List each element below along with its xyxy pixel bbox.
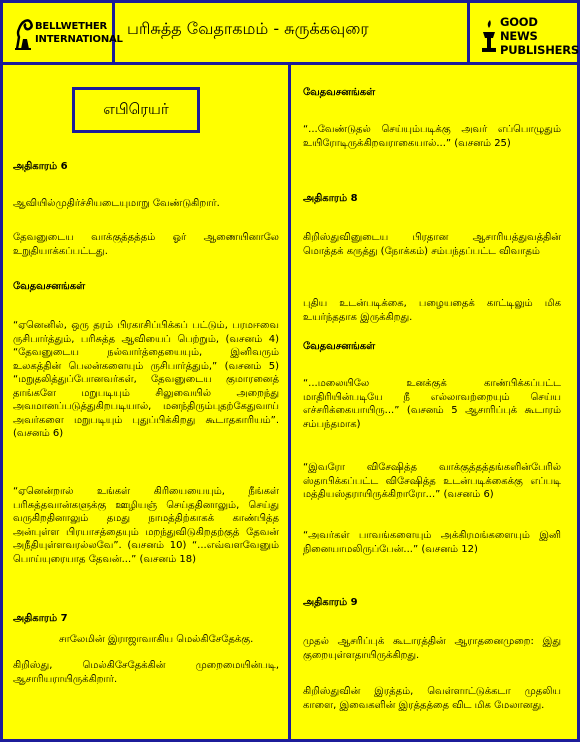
ram-icon [13, 15, 35, 51]
verse-block-2: “ஏனென்றால் உங்கள் கிரியையையும், நீங்கள் பரிசுத்தவான்களுக்கு ஊழியஞ் செய்ததினாலும், செய்து வருகிறதினாலும் தமது நாமத்திற்காகக் காண்பித்த அன்புள்ள பிரயாசத்தையும் மறந்துவிடுகிறதற்குத் தேவன் அநீதியுள்ளவரல்லவே”. (வசனம் 10) “...எவ்வளவேனும் பொய்யுரையாத தேவன்...” (வசனம் 18) [13, 486, 279, 565]
chapter-8-summary-1: கிறிஸ்துவினுடைய பிரதான ஆசாரியத்துவத்தின் மொத்தக் கருத்து (நோக்கம்) சம்பந்தப்பட்ட விவாதம் [303, 232, 561, 257]
right-verse-block-2: “...மலையிலே உனக்குக் காண்பிக்கப்பட்ட மாதிரியின்படியே நீ எல்லாவற்றையும் செய்ய எச்சரிக்கையாயிரு...” (வசனம் 5 ஆசாரிப்புக் கூடாரம் சம்பந்தமாக) [303, 378, 561, 430]
bellwether-logo-text [35, 20, 123, 46]
chapter-8-summary-2: புதிய உடன்படிக்கை, பழையதைக் காட்டிலும் மிக உயர்ந்ததாக இருக்கிறது. [303, 298, 561, 323]
right-column [291, 65, 577, 739]
header-title: பரிசுத்த வேதாகமம் - சுருக்கவுரை [127, 19, 369, 38]
chapter-8-heading: அதிகாரம் 8 [303, 193, 358, 204]
chapter-7-summary-2: கிறிஸ்து, மெல்கிசேதேக்கின் முறைமையின்படி, ஆசாரியராயிருக்கிறார். [13, 660, 279, 685]
header-title-cell [115, 3, 467, 62]
header [3, 3, 580, 65]
right-logo-cell [467, 3, 580, 62]
right-verse-block-4: “அவர்கள் பாவங்களையும் அக்கிரமங்களையும் இனி நினையாமலிருப்பேன்...” (வசனம் 12) [303, 530, 561, 555]
chapter-6-summary-2: தேவனுடைய வாக்குத்தத்தம் ஓர் ஆணையினாலே உறுதியாக்கப்பட்டது. [13, 232, 279, 257]
good-news-line1: GOOD NEWS [499, 15, 538, 43]
good-news-line2: PUBLISHERS [499, 43, 580, 57]
left-logo-cell [3, 3, 123, 62]
chapter-6-heading: அதிகாரம் 6 [13, 161, 68, 172]
left-column [3, 65, 291, 739]
verses-heading-left: வேதவசனங்கள் [13, 281, 86, 292]
verse-block-1: “ஏனெனில், ஒரு தரம் பிரகாசிப்பிக்கப் பட்டும், பரமஈவை ருசிபார்த்தும், பரிசுத்த ஆவியைப் பெற்றும், (வசனம் 4) “தேவனுடைய நல்வார்த்தையையும், இனிவரும் உலகத்தின் பெலன்களையும் ருசிபார்த்தும்,” (வசனம் 5) “மறுதலித்துப்போனவர்கள், தேவனுடைய குமாரனைத் தாங்களே மறுபடியும் சிலுவையில் அறைந்து அவமானப்படுத்துகிறபடியால், மனந்திரும்புதற்கேதுவாய் அவர்களை மறுபடியும் புதுப்பிக்கிறது கூடாதகாரியம்”. (வசனம் 6) [13, 320, 279, 439]
chapter-6-summary-1: ஆவியில்முதிர்ச்சியடையுமாறு வேண்டுகிறார். [13, 198, 220, 209]
chapter-7-summary-1: சாலேமின் இராஜாவாகிய மெல்கிசேதேக்கு. [59, 634, 254, 645]
good-news-logo [478, 15, 579, 57]
lamp-icon [478, 18, 500, 54]
good-news-logo-text [500, 15, 579, 57]
book-title-box [72, 87, 200, 133]
book-title: எபிரெயர் [103, 100, 169, 118]
bellwether-line2: INTERNATIONAL [35, 34, 123, 45]
right-verse-block-1: “...வேண்டுதல் செய்யும்படிக்கு அவர் எப்பொழுதும் உயிரோடிருக்கிறவராகையால்...” (வசனம் 25) [303, 124, 561, 149]
bellwether-line1: BELLWETHER [35, 21, 108, 32]
chapter-9-heading: அதிகாரம் 9 [303, 597, 358, 608]
verses-heading-right-1: வேதவசனங்கள் [303, 87, 376, 98]
bellwether-logo [13, 15, 123, 51]
chapter-9-summary-2: கிறிஸ்துவின் இரத்தம், வெள்ளாட்டுக்கடா முதலிய காளை, இவைகளின் இரத்தத்தை விட மிக மேலானது. [303, 686, 561, 711]
chapter-9-summary-1: முதல் ஆசரிப்புக் கூடாரத்தின் ஆராதனைமுறை: இது குறையுள்ளதாயிருக்கிறது. [303, 636, 561, 661]
chapter-7-heading: அதிகாரம் 7 [13, 613, 68, 624]
verses-heading-right-2: வேதவசனங்கள் [303, 341, 376, 352]
right-verse-block-3: “இவரோ விசேஷித்த வாக்குத்தத்தங்களின்பேரில் ஸ்தாபிக்கப்பட்ட விசேஷித்த உடன்படிக்கைக்கு எப்படி மத்தியஸ்தராயிருக்கிறாரோ...” (வசனம் 6) [303, 462, 561, 500]
